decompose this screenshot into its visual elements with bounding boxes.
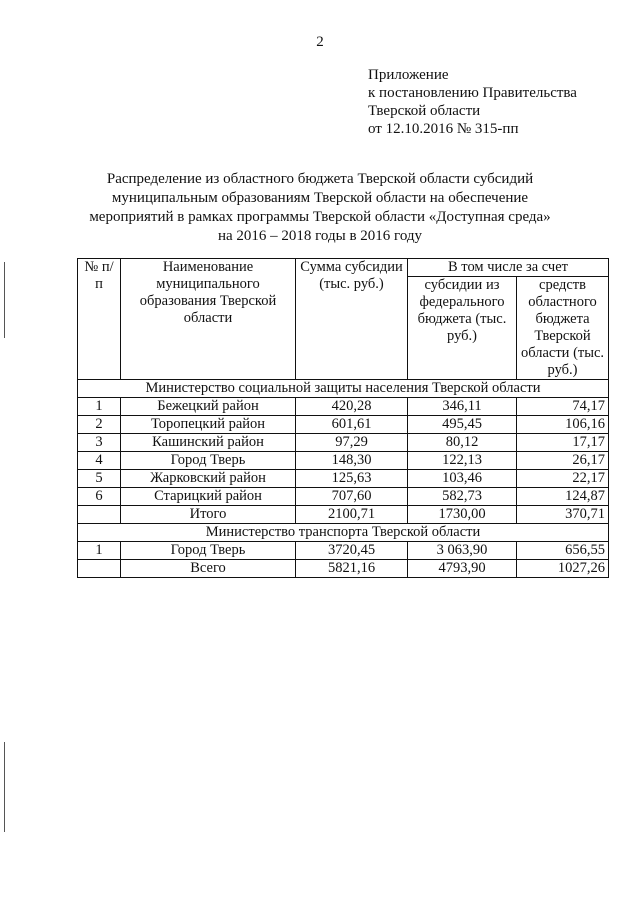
section-title: Министерство транспорта Тверской области (78, 524, 609, 542)
header-name: Наименование муниципального образования Тверской области (121, 259, 296, 380)
header-num: № п/п (78, 259, 121, 380)
document-title (60, 170, 580, 246)
row-sum: 707,60 (296, 488, 408, 506)
row-name: Старицкий район (121, 488, 296, 506)
row-num: 6 (78, 488, 121, 506)
row-num: 1 (78, 398, 121, 416)
header-regional: средств областного бюджета Тверской области (тыс. руб.) (517, 277, 609, 380)
table-row (78, 416, 609, 434)
title-line: мероприятий в рамках программы Тверской области «Доступная среда» (89, 209, 551, 225)
row-num: 1 (78, 542, 121, 560)
grand-total-row (78, 560, 609, 578)
grand-total-sum: 5821,16 (296, 560, 408, 578)
row-sum: 3720,45 (296, 542, 408, 560)
row-num: 4 (78, 452, 121, 470)
total-regional: 370,71 (517, 506, 609, 524)
header-sum: Сумма субсидии (тыс. руб.) (296, 259, 408, 380)
row-regional: 74,17 (517, 398, 609, 416)
row-regional: 17,17 (517, 434, 609, 452)
row-regional: 656,55 (517, 542, 609, 560)
row-num (78, 560, 121, 578)
row-name: Кашинский район (121, 434, 296, 452)
table-row (78, 398, 609, 416)
header-federal: субсидии из федерального бюджета (тыс. руб.) (408, 277, 517, 380)
row-name: Бежецкий район (121, 398, 296, 416)
row-sum: 420,28 (296, 398, 408, 416)
row-name: Город Тверь (121, 542, 296, 560)
row-federal: 122,13 (408, 452, 517, 470)
total-label: Итого (121, 506, 296, 524)
row-sum: 97,29 (296, 434, 408, 452)
row-federal: 495,45 (408, 416, 517, 434)
table-row (78, 488, 609, 506)
section-row (78, 524, 609, 542)
section-title: Министерство социальной защиты населения Тверской области (78, 380, 609, 398)
row-regional: 26,17 (517, 452, 609, 470)
header-including: В том числе за счет (408, 259, 609, 277)
title-line: Распределение из областного бюджета Тверской области субсидий (106, 171, 534, 187)
row-regional: 22,17 (517, 470, 609, 488)
row-federal: 3 063,90 (408, 542, 517, 560)
grand-total-federal: 4793,90 (408, 560, 517, 578)
row-num: 3 (78, 434, 121, 452)
section-row (78, 380, 609, 398)
page-number: 2 (316, 34, 324, 50)
scan-edge-mark (4, 742, 5, 832)
total-federal: 1730,00 (408, 506, 517, 524)
grand-total-label: Всего (121, 560, 296, 578)
row-sum: 601,61 (296, 416, 408, 434)
total-row (78, 506, 609, 524)
row-num (78, 506, 121, 524)
row-federal: 103,46 (408, 470, 517, 488)
table-row (78, 434, 609, 452)
row-regional: 106,16 (517, 416, 609, 434)
appendix-line: Приложение (368, 67, 449, 83)
row-federal: 80,12 (408, 434, 517, 452)
row-num: 5 (78, 470, 121, 488)
row-name: Город Тверь (121, 452, 296, 470)
table-row (78, 470, 609, 488)
row-sum: 125,63 (296, 470, 408, 488)
header-row (78, 259, 609, 277)
title-line: муниципальным образованиям Тверской области на обеспечение (111, 190, 529, 206)
table-row (78, 452, 609, 470)
appendix-block (368, 66, 577, 138)
row-num: 2 (78, 416, 121, 434)
table-row (78, 542, 609, 560)
row-federal: 346,11 (408, 398, 517, 416)
appendix-line: к постановлению Правительства (368, 85, 577, 101)
row-sum: 148,30 (296, 452, 408, 470)
total-sum: 2100,71 (296, 506, 408, 524)
title-line: на 2016 – 2018 годы в 2016 году (217, 228, 423, 244)
row-name: Жарковский район (121, 470, 296, 488)
grand-total-regional: 1027,26 (517, 560, 609, 578)
row-regional: 124,87 (517, 488, 609, 506)
appendix-line: Тверской области (368, 103, 481, 119)
row-federal: 582,73 (408, 488, 517, 506)
appendix-line: от 12.10.2016 № 315-пп (368, 121, 519, 137)
scan-edge-mark (4, 262, 5, 338)
row-name: Торопецкий район (121, 416, 296, 434)
subsidy-table (77, 258, 609, 578)
